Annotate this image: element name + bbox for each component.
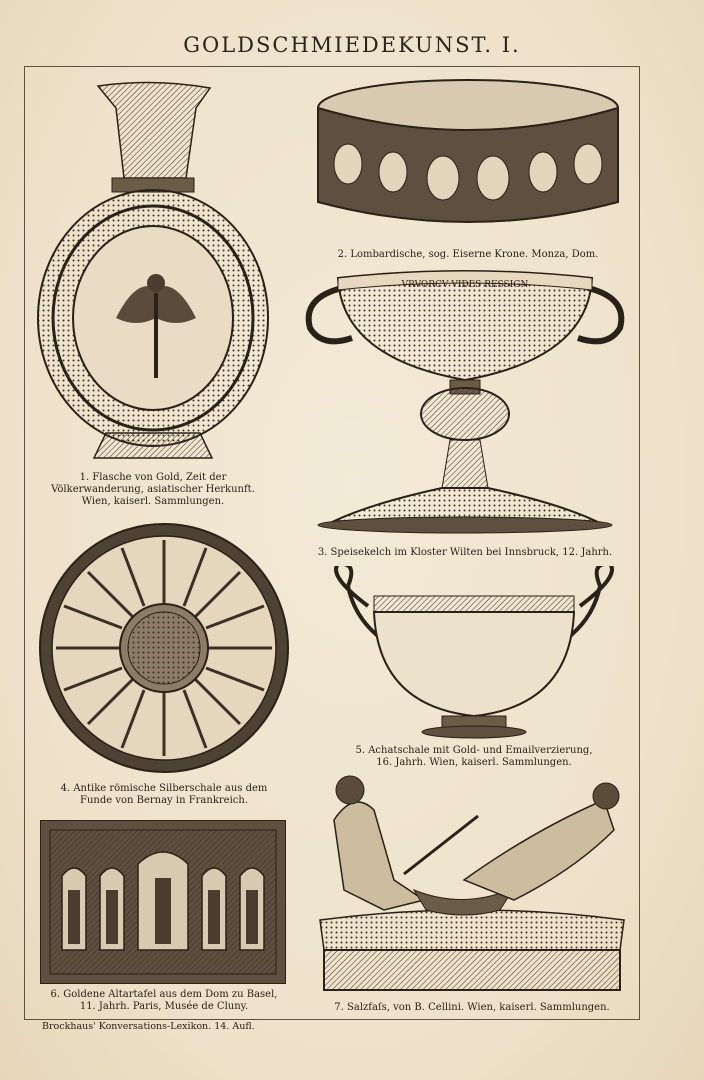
chalice-illustration bbox=[302, 268, 628, 544]
iron-crown-illustration bbox=[308, 74, 628, 246]
agate-bowl-illustration bbox=[318, 566, 630, 742]
caption-2: 2. Lombardische, sog. Eiserne Krone. Monza, Dom. bbox=[337, 249, 599, 260]
caption-1: 1. Flasche von Gold, Zeit der Völkerwanderung, asiatischer Herkunft. Wien, kaiserl. Sammlungen. bbox=[51, 472, 255, 507]
altar-panel-illustration bbox=[40, 820, 286, 984]
saliera-illustration bbox=[314, 770, 630, 998]
page-title: GOLDSCHMIEDEKUNST. I. bbox=[183, 33, 521, 57]
caption-6: 6. Goldene Altartafel aus dem Dom zu Basel, 11. Jahrh. Paris, Musée de Cluny. bbox=[50, 989, 278, 1012]
footer-credit: Brockhaus' Konversations-Lexikon. 14. Aufl. bbox=[42, 1021, 255, 1032]
caption-3: 3. Speisekelch im Kloster Wilten bei Innsbruck, 12. Jahrh. bbox=[317, 547, 613, 558]
silver-dish-illustration bbox=[36, 520, 292, 776]
caption-5: 5. Achatschale mit Gold- und Emailverzierung, 16. Jahrh. Wien, kaiserl. Sammlungen. bbox=[355, 745, 593, 768]
caption-4: 4. Antike römische Silberschale aus dem Funde von Bernay in Frankreich. bbox=[60, 783, 268, 806]
chalice-inscription: VRVORCV VIDES RESSIGN bbox=[401, 280, 529, 290]
caption-7: 7. Salzfaſs, von B. Cellini. Wien, kaiserl. Sammlungen. bbox=[334, 1002, 610, 1013]
gold-flask-illustration bbox=[36, 78, 270, 468]
